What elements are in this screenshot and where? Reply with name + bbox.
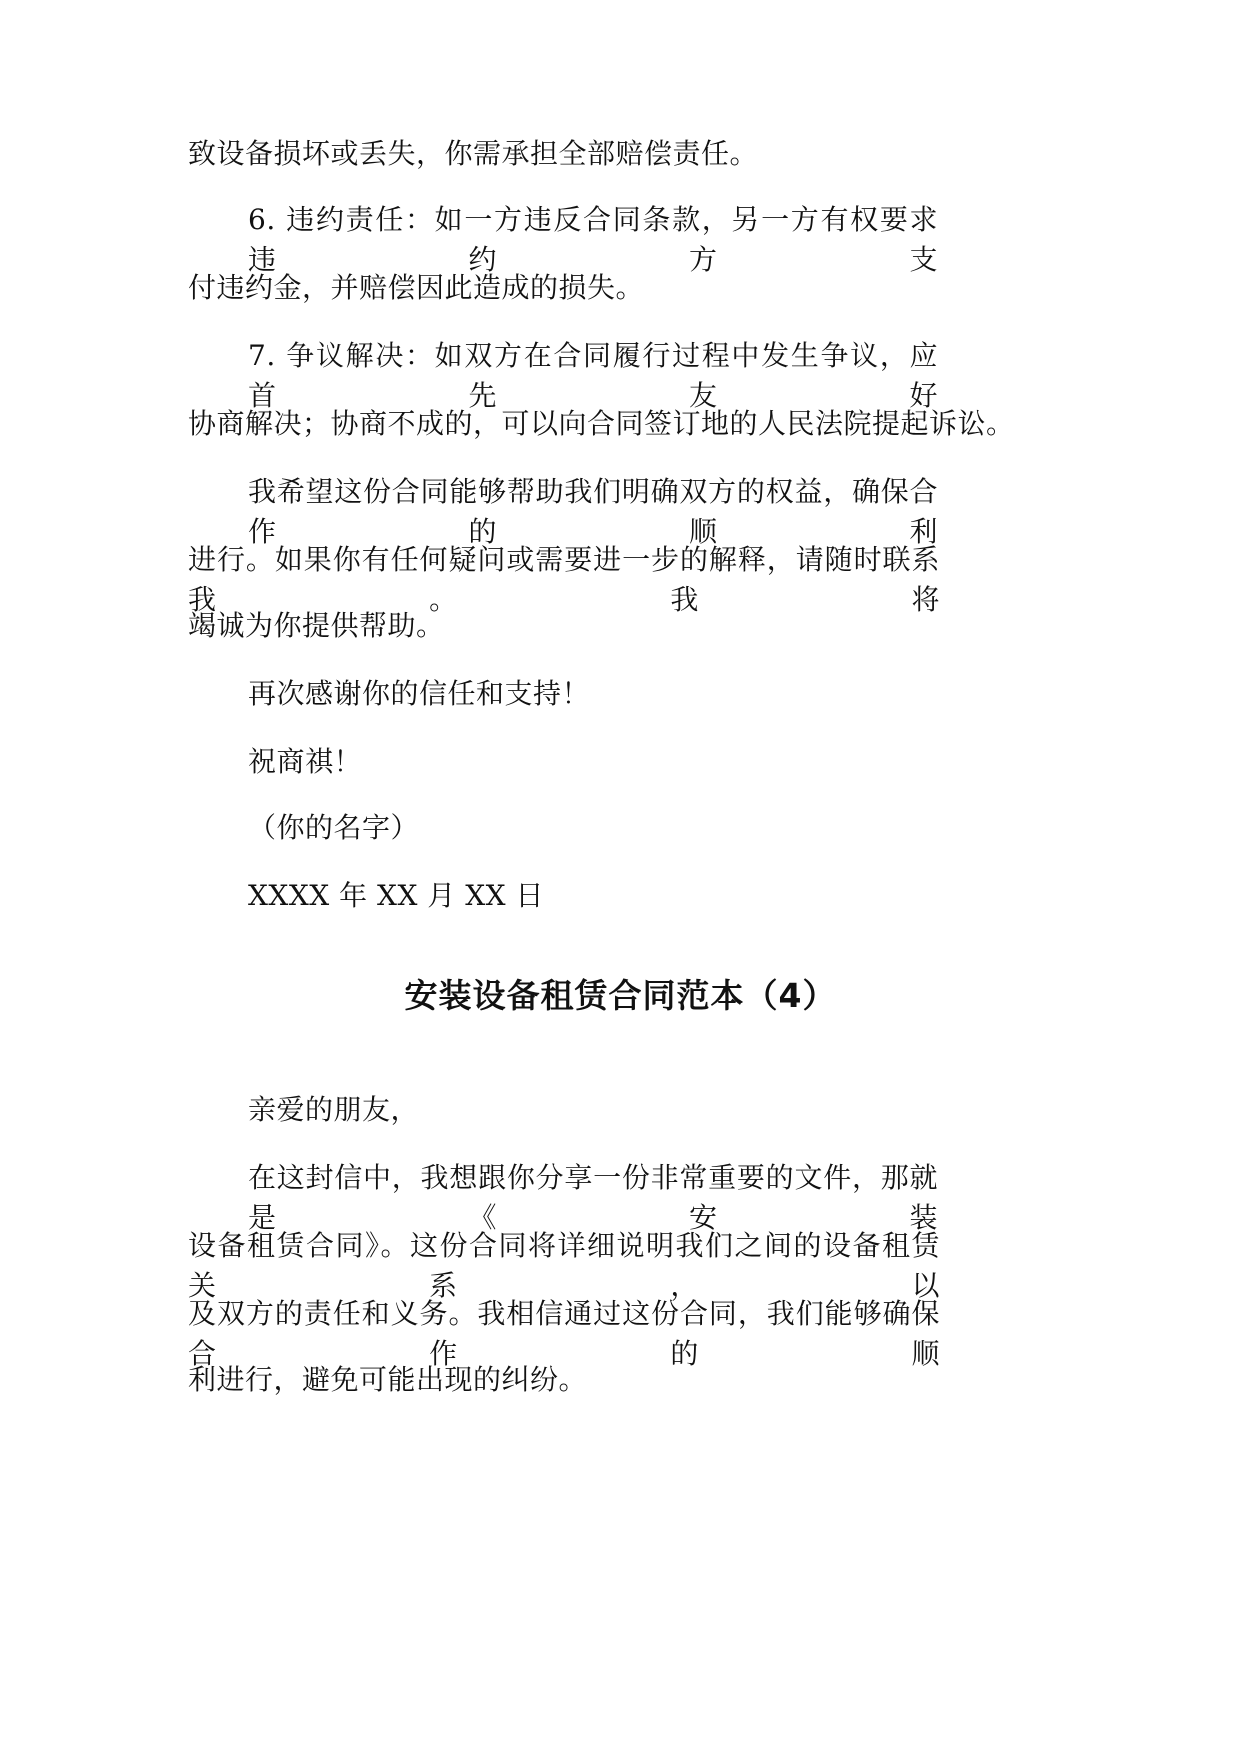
body-line: 利进行，避免可能出现的纠纷。: [188, 1363, 588, 1396]
signature-date: XXXX 年 XX 月 XX 日: [248, 879, 544, 912]
clause-7-line: 7. 争议解决：如双方在合同履行过程中发生争议，应首先友好: [248, 339, 938, 412]
section-title: 安装设备租赁合同范本（4）: [404, 976, 837, 1015]
signature-name: （你的名字）: [248, 811, 420, 844]
body-line: 进行。如果你有任何疑问或需要进一步的解释，请随时联系我。我将: [188, 543, 940, 616]
body-line: 致设备损坏或丢失，你需承担全部赔偿责任。: [188, 137, 759, 170]
body-line: 竭诚为你提供帮助。: [188, 609, 445, 642]
thanks-line: 再次感谢你的信任和支持！: [248, 677, 591, 710]
body-line: 付违约金，并赔偿因此造成的损失。: [188, 271, 645, 304]
body-line: 协商解决；协商不成的，可以向合同签订地的人民法院提起诉讼。: [188, 407, 1015, 440]
body-line: 我希望这份合同能够帮助我们明确双方的权益，确保合作的顺利: [248, 475, 938, 548]
closing-line: 祝商祺！: [248, 745, 363, 778]
body-line: 设备租赁合同》。这份合同将详细说明我们之间的设备租赁关系，以: [188, 1229, 940, 1302]
body-line: 及双方的责任和义务。我相信通过这份合同，我们能够确保合作的顺: [188, 1297, 940, 1370]
clause-6-line: 6. 违约责任：如一方违反合同条款，另一方有权要求违约方支: [248, 203, 938, 276]
body-line: 在这封信中，我想跟你分享一份非常重要的文件，那就是《安装: [248, 1161, 938, 1234]
greeting-line: 亲爱的朋友，: [248, 1093, 420, 1126]
